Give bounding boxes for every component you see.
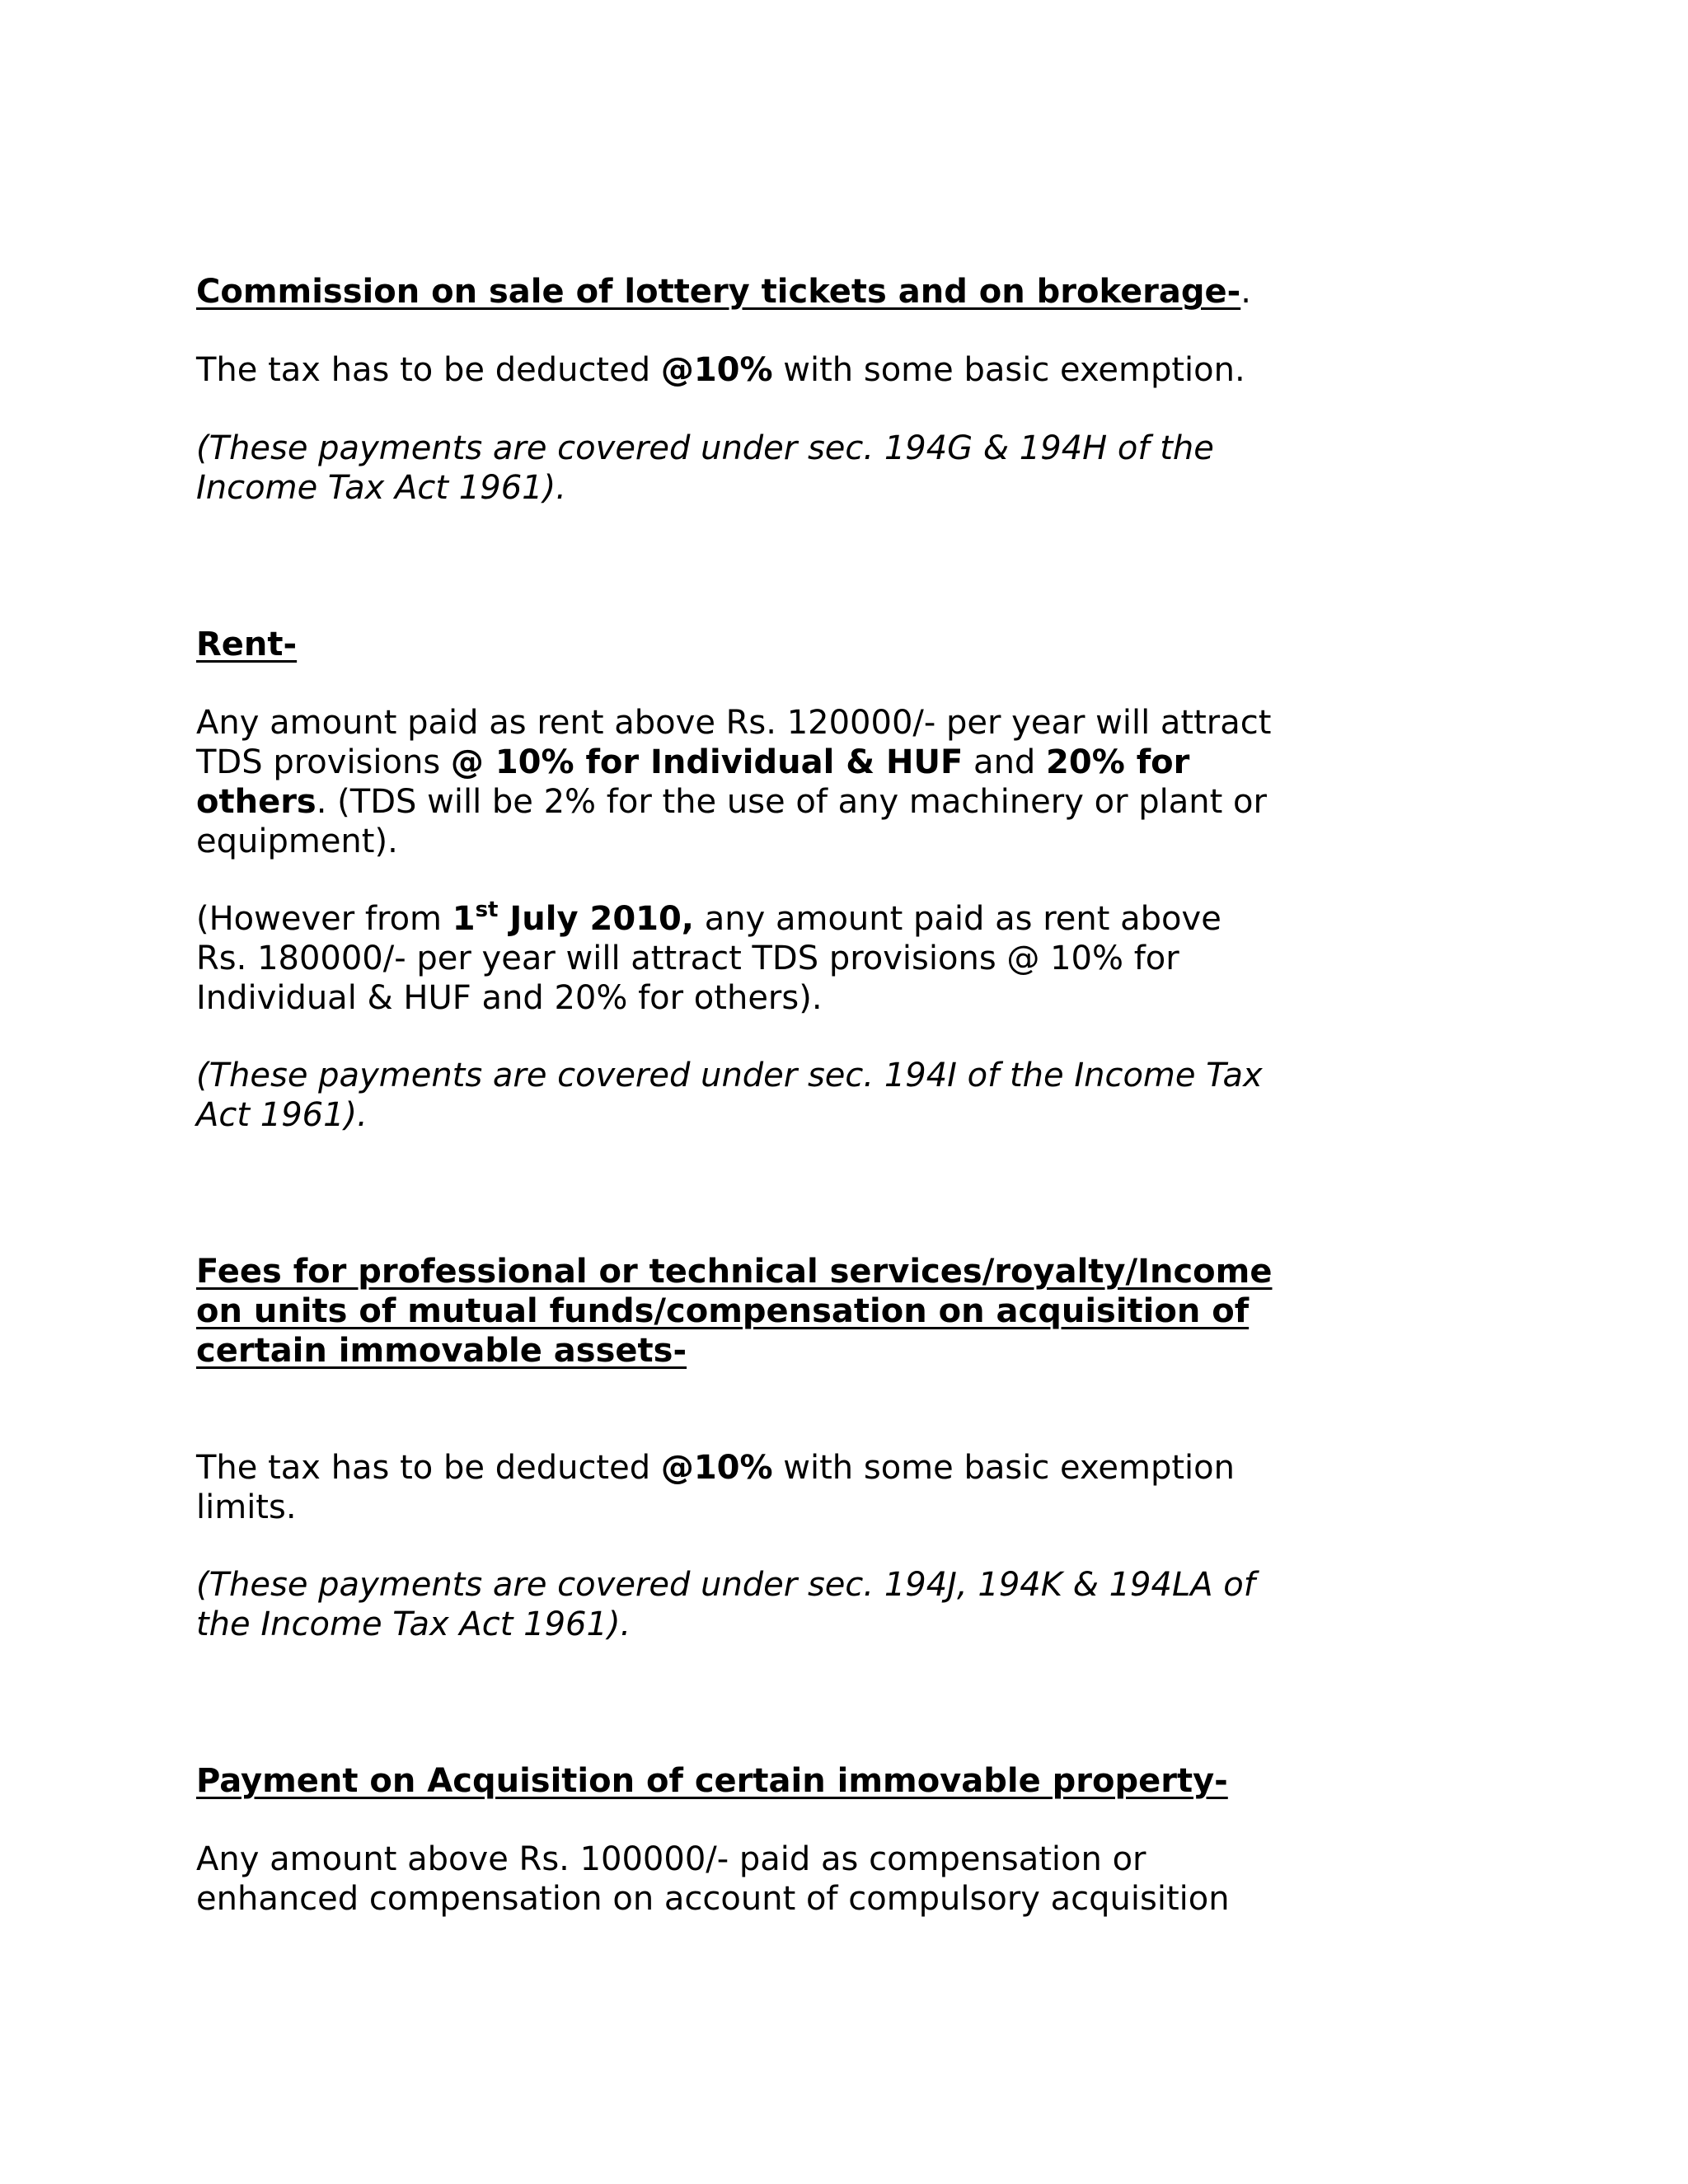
text-run: Any amount paid as rent above Rs. 120000/- per year will attract TDS provisions: [196, 704, 1272, 781]
text-run: and: [963, 743, 1047, 781]
rate-value: @10%: [660, 351, 773, 389]
rate-individual: @ 10% for Individual & HUF: [450, 743, 964, 781]
professional-fees-tax-rate-paragraph: [196, 1448, 1284, 1527]
section-heading-lottery-commission: [196, 272, 1367, 312]
heading-text: Payment on Acquisition of certain immovable property-: [196, 1762, 1228, 1800]
date-month-year: July 2010,: [498, 900, 695, 938]
date-day: 1: [452, 900, 476, 938]
text-run: (However from: [196, 900, 452, 938]
rate-others: 20% for others: [196, 743, 1190, 821]
immovable-property-paragraph: Any amount above Rs. 100000/- paid as compensation or enhanced compensation on account of compulsory acquisition: [196, 1840, 1230, 1918]
rent-paragraph: [196, 703, 1276, 861]
text-run: with some basic exemption.: [772, 351, 1245, 389]
heading-text: Rent-: [196, 626, 298, 663]
professional-fees-section-note: (These payments are covered under sec. 194J, 194K & 194LA of the Income Tax Act 1961).: [196, 1566, 1255, 1643]
section-heading-immovable-property: [196, 1761, 1367, 1801]
date-ordinal: st: [475, 898, 499, 922]
lottery-section-note: (These payments are covered under sec. 194G & 194H of the Income Tax Act 1961).: [196, 429, 1214, 507]
rate-value: @10%: [660, 1449, 773, 1487]
text-run: with some basic exemption limits.: [196, 1449, 1235, 1526]
text-run: The tax has to be deducted: [196, 1449, 661, 1487]
section-heading-rent: [196, 625, 1367, 664]
heading-text: Fees for professional or technical services/royalty/Income on units of mutual funds/compensation on acquisition of certain immovable assets-: [196, 1253, 1273, 1370]
heading-tail: .: [1240, 273, 1251, 311]
text-run: any amount paid as rent above Rs. 180000/- per year will attract TDS provisions @ 10% for Individual & HUF and 20% for others).: [196, 900, 1221, 1017]
text-run: . (TDS will be 2% for the use of any machinery or plant or equipment).: [196, 783, 1267, 860]
heading-text: Commission on sale of lottery tickets and on brokerage-: [196, 273, 1241, 311]
section-heading-professional-fees: [196, 1252, 1284, 1371]
rent-section-note: (These payments are covered under sec. 194I of the Income Tax Act 1961).: [196, 1057, 1263, 1134]
lottery-tax-rate-paragraph: [196, 350, 1367, 390]
text-run: The tax has to be deducted: [196, 351, 661, 389]
rent-amendment-paragraph: [196, 899, 1259, 1018]
